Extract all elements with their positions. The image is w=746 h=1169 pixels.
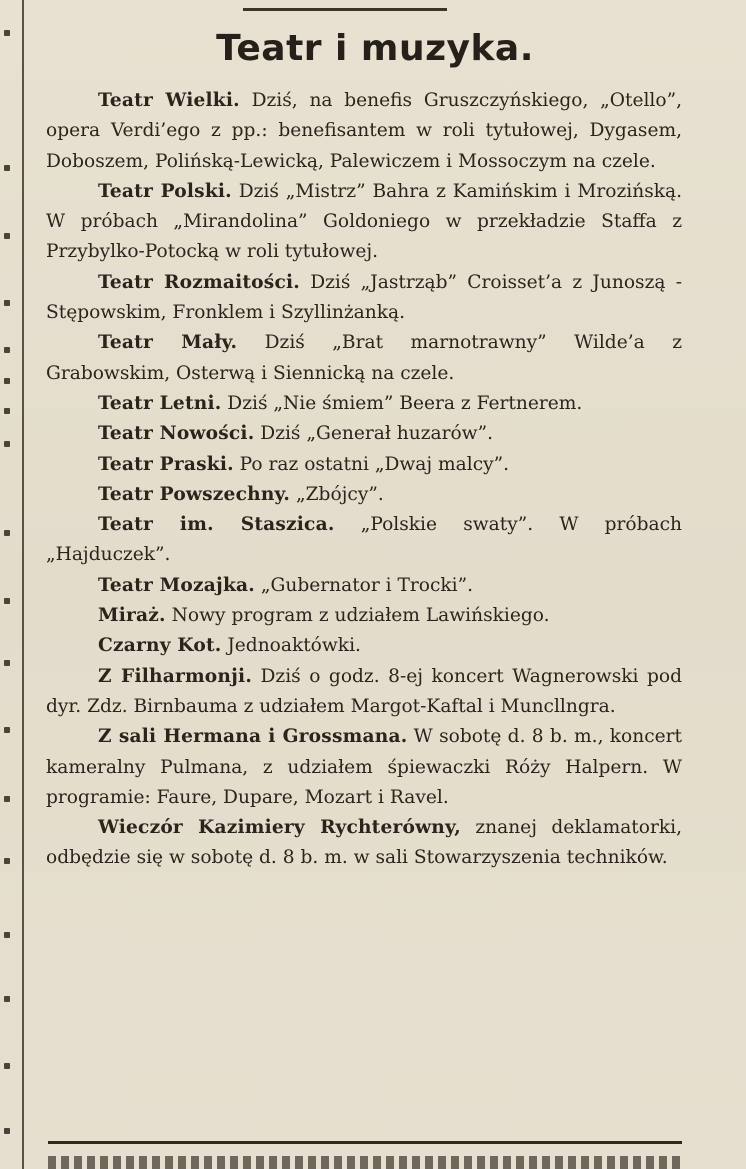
paragraph-miraz <box>46 601 682 631</box>
paragraph-lead: Wieczór Kazimiery Rychterówny, <box>98 817 461 839</box>
paragraph-text: „Zbójcy”. <box>290 483 384 505</box>
left-edge-fragments <box>0 0 20 1169</box>
paragraph-sala-hermana <box>46 722 682 813</box>
paragraph-teatr-letni <box>46 389 682 419</box>
paragraph-lead: Teatr Letni. <box>98 392 222 414</box>
paragraph-text: Dziś „Mistrz” Bahra z Kamińskim i Mrozińską. W próbach „Mirandolina” Goldoniego w przekładzie Staffa z Przybylko-Potocką w roli tytułowej. <box>46 180 683 263</box>
paragraph-text: Dziś, na benefis Gruszczyńskiego, „Otello”, opera Verdi’ego z pp.: benefisantem w roli tytułowej, Dygasem, Doboszem, Polińską-Lewicką, Palewiczem i Mossoczym na czele. <box>46 90 682 172</box>
paragraph-teatr-nowosci <box>46 419 682 449</box>
paragraph-text: Jednoaktówki. <box>221 635 361 657</box>
next-headline-fragment <box>48 1156 682 1169</box>
paragraph-lead: Z sali Hermana i Grossmana. <box>98 726 408 748</box>
article-body <box>46 86 682 874</box>
paragraph-text: Dziś o godz. 8-ej koncert Wagnerowski pod dyr. Zdz. Birnbauma z udziałem Margot-Kaftal i Muncllngra. <box>46 665 682 717</box>
paragraph-teatr-wielki <box>46 86 682 177</box>
paragraph-teatr-praski <box>46 450 682 480</box>
column-divider-left <box>22 0 24 1169</box>
paragraph-teatr-rozmaitosci <box>46 268 682 329</box>
paragraph-text: Dziś „Brat marnotrawny” Wilde’a z Grabowskim, Osterwą i Siennicką na czele. <box>46 332 682 384</box>
paragraph-lead: Teatr Wielki. <box>98 90 240 111</box>
paragraph-teatr-maly <box>46 328 682 389</box>
paragraph-czarny-kot <box>46 631 682 661</box>
paragraph-lead: Teatr Mały. <box>98 332 238 354</box>
paragraph-teatr-polski <box>46 177 682 268</box>
paragraph-lead: Teatr Mozajka. <box>98 574 255 596</box>
paragraph-teatr-staszica <box>46 510 682 571</box>
paragraph-teatr-mozajka <box>46 571 682 601</box>
paragraph-lead: Z Filharmonji. <box>98 665 252 687</box>
paragraph-text: Dziś „Generał huzarów”. <box>254 423 494 445</box>
paragraph-lead: Teatr Rozmaitości. <box>98 271 300 293</box>
paragraph-lead: Teatr im. Staszica. <box>98 514 335 536</box>
paragraph-lead: Teatr Praski. <box>98 453 234 475</box>
paragraph-filharmonja <box>46 662 682 723</box>
top-rule-stub <box>243 0 447 11</box>
paragraph-text: znanej deklamatorki, odbędzie się w sobotę d. 8 b. m. w sali Stowarzyszenia techników. <box>46 817 682 869</box>
paragraph-text: Po raz ostatni „Dwaj malcy”. <box>233 453 510 475</box>
paragraph-text: Nowy program z udziałem Lawińskiego. <box>165 605 550 627</box>
paragraph-lead: Teatr Powszechny. <box>98 483 291 505</box>
paragraph-lead: Miraż. <box>98 605 166 627</box>
paragraph-lead: Teatr Nowości. <box>98 423 255 445</box>
paragraph-teatr-powszechny <box>46 480 682 510</box>
paragraph-lead: Czarny Kot. <box>98 635 222 657</box>
section-title: Teatr i muzyka. <box>216 28 534 69</box>
paragraph-text: „Polskie swaty”. W próbach „Hajduczek”. <box>46 514 682 566</box>
paragraph-text: W sobotę d. 8 b. m., koncert kameralny Pulmana, z udziałem śpiewaczki Róży Halpern. W programie: Faure, Dupare, Mozart i Ravel. <box>46 726 682 808</box>
paragraph-text: Dziś „Nie śmiem” Beera z Fertnerem. <box>221 392 583 414</box>
paragraph-text: „Gubernator i Trocki”. <box>254 574 474 596</box>
paragraph-lead: Teatr Polski. <box>98 180 232 202</box>
paragraph-text: Dziś „Jastrząb” Croisset’a z Junoszą - Stępowskim, Fronklem i Szyllinżanką. <box>46 271 682 324</box>
paragraph-wieczor-rychterowny <box>46 813 682 874</box>
bottom-rule <box>48 1141 682 1144</box>
